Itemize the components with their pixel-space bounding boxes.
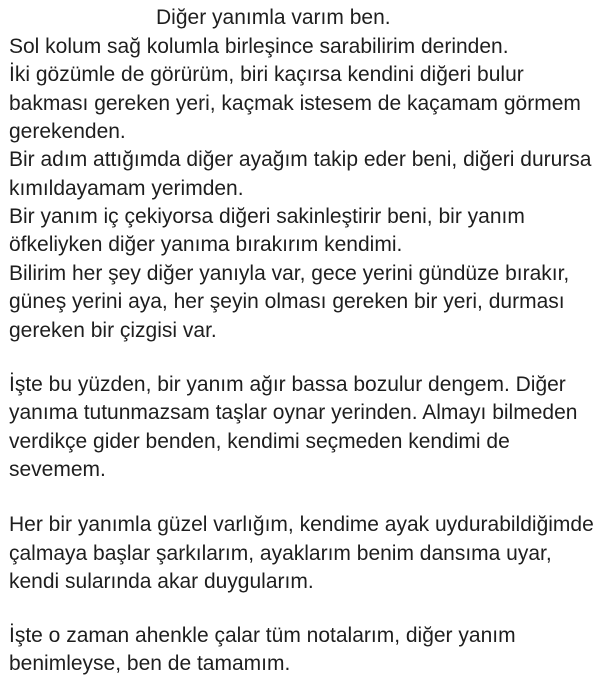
poem-line: Bir yanım iç çekiyorsa diğeri sakinleştirir beni, bir yanım bbox=[9, 205, 525, 228]
poem-line: bakması gereken yeri, kaçmak istesem de kaçamam görmem bbox=[9, 92, 581, 115]
poem-line: benimleyse, ben de tamamım. bbox=[9, 652, 291, 675]
poem-line: Sol kolum sağ kolumla birleşince sarabilirim derinden. bbox=[9, 35, 509, 58]
poem-line: kendi sularında akar duygularım. bbox=[9, 570, 314, 593]
poem-line: yanıma tutunmazsam taşlar oynar yerinden. Almayı bilmeden bbox=[9, 401, 578, 424]
poem-line: Her bir yanımla güzel varlığım, kendime ayak uydurabildiğimde bbox=[9, 513, 594, 536]
poem-line: Bir adım attığımda diğer ayağım takip eder beni, diğeri durursa bbox=[9, 148, 592, 171]
poem-line: İki gözümle de görürüm, biri kaçırsa kendini diğeri bulur bbox=[9, 63, 524, 86]
poem-line: güneş yerini aya, her şeyin olması gereken bir yeri, durması bbox=[9, 290, 565, 313]
poem-line: Bilirim her şey diğer yanıyla var, gece yerini gündüze bırakır, bbox=[9, 262, 570, 285]
poem-title: Diğer yanımla varım ben. bbox=[156, 6, 391, 29]
poem-line: çalmaya başlar şarkılarım, ayaklarım benim dansıma uyar, bbox=[9, 542, 552, 565]
poem-line: kımıldayamam yerimden. bbox=[9, 177, 244, 200]
poem-line: gereken bir çizgisi var. bbox=[9, 319, 217, 342]
poem-line: gerekenden. bbox=[9, 120, 126, 143]
poem-line: öfkeliyken diğer yanıma bırakırım kendimi. bbox=[9, 233, 403, 256]
poem-line: verdikçe gider benden, kendimi seçmeden kendimi de bbox=[9, 430, 510, 453]
poem-line: sevemem. bbox=[9, 458, 106, 481]
poem-line: İşte bu yüzden, bir yanım ağır bassa bozulur dengem. Diğer bbox=[9, 373, 566, 396]
poem-line: İşte o zaman ahenkle çalar tüm notalarım, diğer yanım bbox=[9, 624, 516, 647]
